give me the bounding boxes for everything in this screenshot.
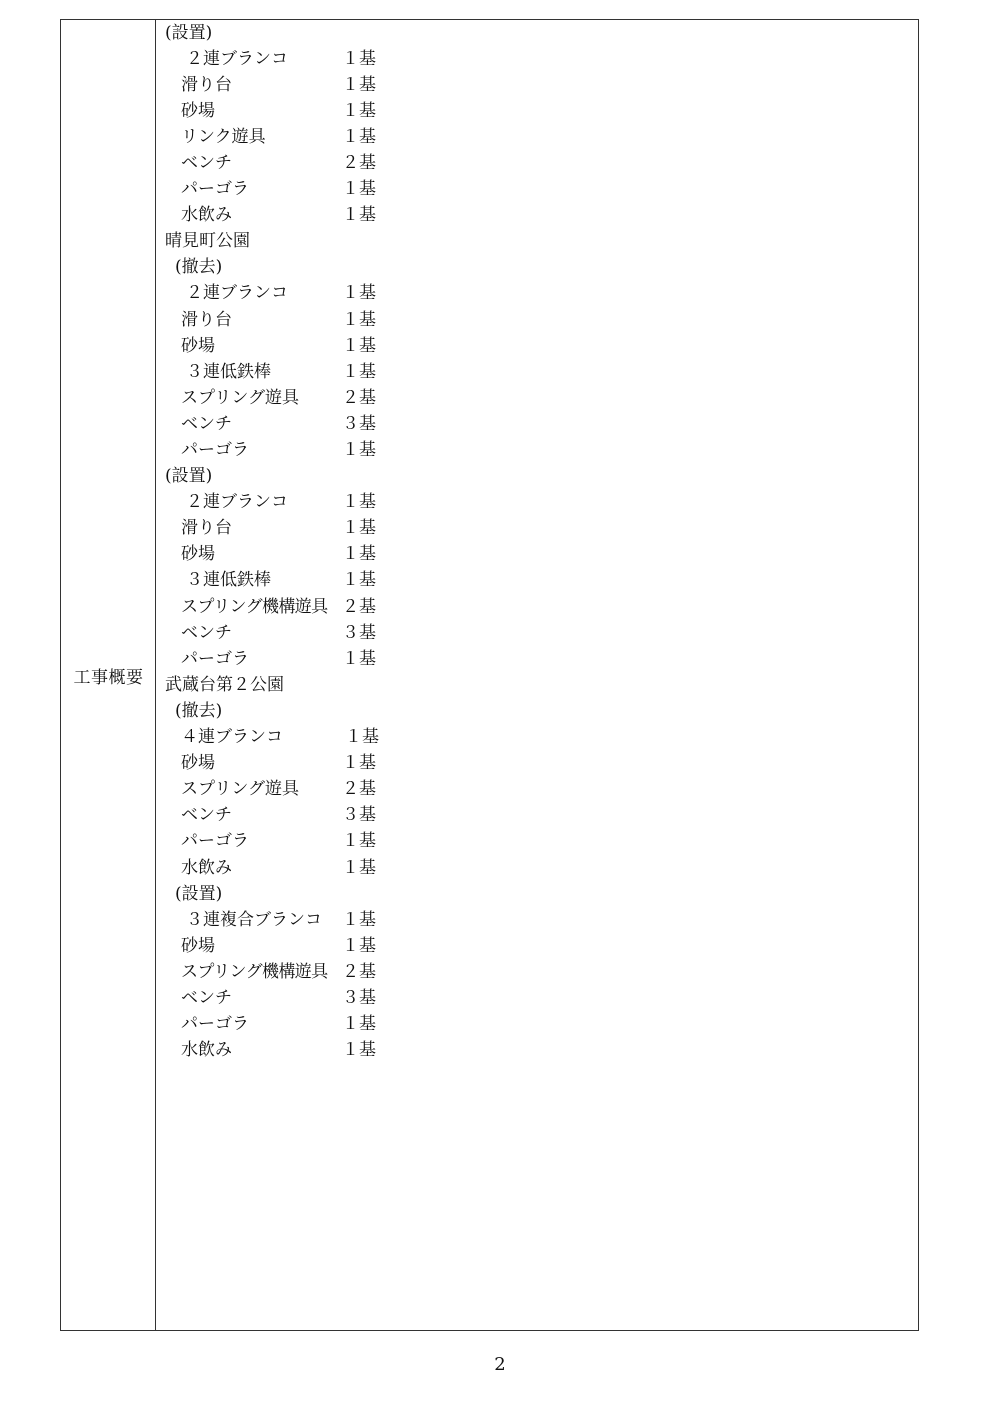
equipment-name: ３連低鉄棒: [186, 361, 271, 382]
equipment-quantity: ３基: [342, 622, 376, 643]
equipment-name: ベンチ: [181, 152, 232, 173]
equipment-quantity: １基: [342, 179, 376, 200]
equipment-quantity: ３基: [342, 413, 376, 434]
equipment-name: パーゴラ: [181, 440, 249, 460]
equipment-quantity: １基: [342, 48, 376, 69]
equipment-name: パーゴラ: [181, 179, 249, 200]
equipment-name: ベンチ: [181, 413, 232, 434]
equipment-name: 水飲み: [181, 1040, 232, 1061]
work-details-cell: [156, 20, 918, 1330]
equipment-quantity: １基: [342, 126, 376, 147]
equipment-name: ４連ブランコ: [181, 727, 283, 748]
equipment-quantity: １基: [342, 909, 376, 930]
equipment-quantity: １基: [342, 831, 376, 852]
equipment-name: スプリング遊具: [181, 387, 299, 408]
equipment-name: パーゴラ: [181, 648, 249, 669]
equipment-quantity: １基: [342, 857, 376, 878]
equipment-quantity: １基: [342, 570, 376, 591]
equipment-quantity: １基: [342, 309, 376, 330]
equipment-name: 砂場: [181, 935, 215, 956]
equipment-name: スプリング機構遊具: [181, 596, 328, 617]
equipment-name: 滑り台: [181, 309, 232, 330]
equipment-name: スプリング遊具: [181, 779, 299, 800]
equipment-quantity: １基: [345, 727, 379, 748]
equipment-quantity: １基: [342, 100, 376, 121]
equipment-name: 滑り台: [181, 518, 232, 539]
equipment-name: ２連ブランコ: [186, 48, 288, 69]
equipment-quantity: １基: [342, 335, 376, 356]
equipment-name: 砂場: [181, 544, 215, 565]
equipment-name: 砂場: [181, 335, 215, 356]
equipment-quantity: １基: [342, 74, 376, 95]
equipment-quantity: １基: [342, 753, 376, 774]
section-heading-text: (設置): [165, 466, 213, 487]
equipment-name: 滑り台: [181, 74, 232, 95]
equipment-name: 水飲み: [181, 857, 232, 878]
equipment-quantity: １基: [342, 361, 376, 382]
park-name-text: 武蔵台第２公園: [165, 674, 284, 695]
page-number: 2: [494, 1354, 506, 1375]
equipment-quantity: ２基: [342, 152, 376, 173]
equipment-name: ベンチ: [181, 622, 232, 643]
equipment-quantity: １基: [342, 544, 376, 565]
equipment-quantity: １基: [342, 648, 376, 669]
equipment-name: ベンチ: [181, 987, 232, 1008]
equipment-quantity: ２基: [342, 961, 376, 982]
equipment-quantity: １基: [342, 518, 376, 539]
section-heading-text: (設置): [175, 883, 223, 904]
equipment-name: ２連ブランコ: [186, 283, 288, 304]
section-heading-text: (撤去): [175, 700, 223, 721]
row-label-cell: [61, 20, 156, 1330]
equipment-quantity: １基: [342, 1040, 376, 1061]
equipment-quantity: １基: [342, 492, 376, 513]
equipment-name: 砂場: [181, 753, 215, 774]
equipment-quantity: ３基: [342, 805, 376, 826]
equipment-quantity: １基: [342, 440, 376, 460]
park-name-text: 晴見町公園: [165, 231, 250, 252]
equipment-name: 砂場: [181, 100, 215, 121]
equipment-quantity: １基: [342, 1014, 376, 1035]
equipment-quantity: １基: [342, 205, 376, 226]
equipment-quantity: ２基: [342, 596, 376, 617]
section-heading-text: (設置): [165, 22, 213, 43]
equipment-name: 水飲み: [181, 205, 232, 226]
equipment-name: ３連低鉄棒: [186, 570, 271, 591]
equipment-name: ２連ブランコ: [186, 492, 288, 513]
equipment-quantity: ２基: [342, 387, 376, 408]
equipment-name: パーゴラ: [181, 831, 249, 852]
equipment-quantity: １基: [342, 935, 376, 956]
work-summary-label: 工事概要: [73, 668, 144, 688]
section-heading-text: (撤去): [175, 257, 223, 278]
equipment-name: スプリング機構遊具: [181, 961, 328, 982]
equipment-quantity: ２基: [342, 779, 376, 800]
equipment-name: パーゴラ: [181, 1014, 249, 1035]
work-summary-table: [60, 19, 919, 1331]
equipment-name: ３連複合ブランコ: [186, 909, 322, 930]
equipment-quantity: １基: [342, 283, 376, 304]
equipment-quantity: ３基: [342, 987, 376, 1008]
equipment-name: リンク遊具: [181, 126, 266, 147]
equipment-name: ベンチ: [181, 805, 232, 826]
